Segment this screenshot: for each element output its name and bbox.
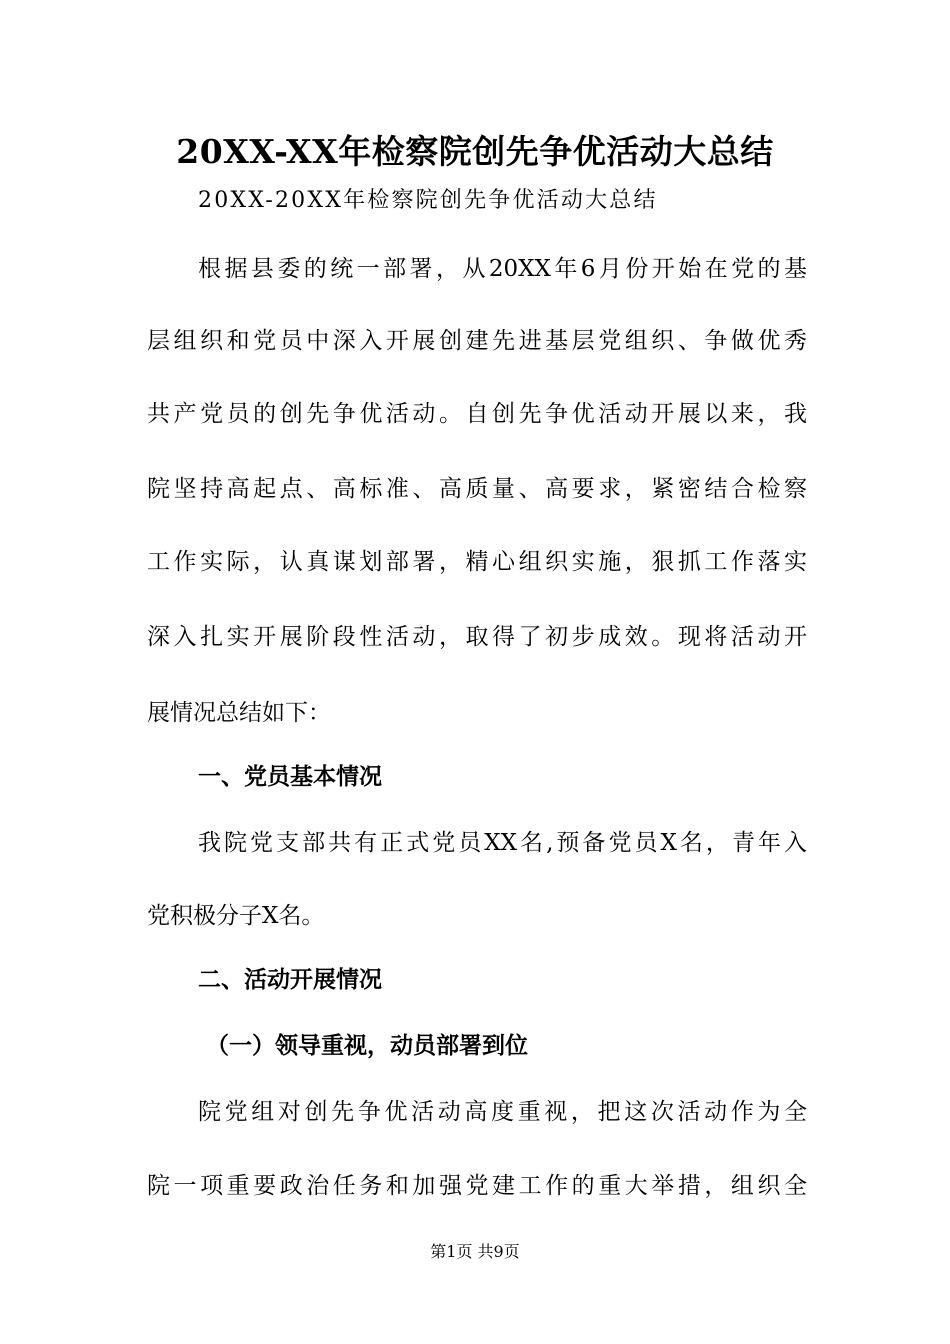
page-footer: 第1页 共9页	[430, 1242, 520, 1261]
paragraph-line: 深入扎实开展阶段性活动，取得了初步成效。现将活动开	[147, 624, 807, 650]
paragraph-line: 党积极分子X名。	[147, 903, 325, 929]
paragraph-line: 共产党员的创先争优活动。自创先争优活动开展以来，我	[147, 401, 807, 427]
document-title: 20XX-XX年检察院创先争优活动大总结	[176, 132, 774, 171]
paragraph-line: 院党组对创先争优活动高度重视，把这次活动作为全	[198, 1099, 807, 1125]
paragraph-line: 院坚持高起点、高标准、高质量、高要求，紧密结合检察	[147, 476, 807, 502]
paragraph-line: 层组织和党员中深入开展创建先进基层党组织、争做优秀	[147, 328, 807, 354]
paragraph-line: 展情况总结如下：	[147, 700, 331, 726]
paragraph-line: 我院党支部共有正式党员XX名,预备党员X名，青年入	[198, 830, 807, 856]
paragraph-line: 院一项重要政治任务和加强党建工作的重大举措，组织全	[147, 1173, 807, 1199]
section-heading: 二、活动开展情况	[198, 967, 382, 993]
paragraph-line: 根据县委的统一部署，从20XX年6月份开始在党的基	[198, 256, 807, 282]
subsection-heading: （一）领导重视，动员部署到位	[206, 1033, 528, 1059]
paragraph-line: 工作实际，认真谋划部署，精心组织实施，狠抓工作落实	[147, 549, 807, 575]
section-heading: 一、党员基本情况	[198, 764, 382, 790]
document-subtitle: 20XX-20XX年检察院创先争优活动大总结	[198, 188, 658, 213]
